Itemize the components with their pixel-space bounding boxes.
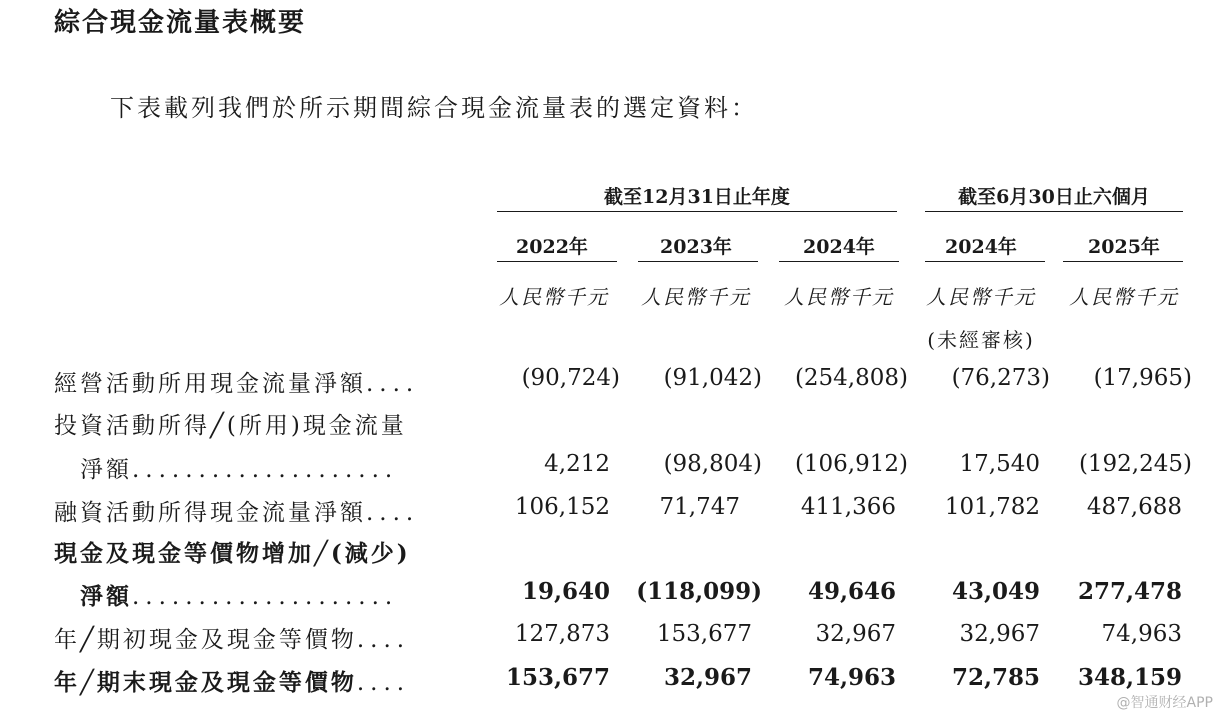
- row-label-text: 年╱期初現金及現金等價物: [54, 627, 357, 653]
- row-label-text: 淨額: [80, 583, 132, 610]
- table-cell: 32,967: [663, 664, 752, 691]
- unit-label-3: 人民幣千元: [784, 285, 894, 309]
- unit-label-4: 人民幣千元: [926, 285, 1036, 309]
- group-header-annual: 截至12月31日止年度: [604, 186, 790, 208]
- table-cell: (90,724): [521, 365, 620, 391]
- table-cell: (106,912): [794, 451, 908, 477]
- year-header-3: 2024年: [803, 236, 875, 258]
- row-label-net-change: 現金及現金等價物增加╱(減少): [54, 540, 411, 567]
- table-cell: 74,963: [807, 664, 896, 691]
- table-cell: 277,478: [1077, 578, 1182, 605]
- watermark: @智通财经APP: [1116, 695, 1213, 711]
- intro-paragraph: 下表載列我們於所示期間綜合現金流量表的選定資料：: [110, 94, 758, 122]
- table-cell: (17,965): [1093, 365, 1192, 391]
- table-cell: (118,099): [636, 578, 762, 605]
- row-label-text: 融資活動所得現金流量淨額: [54, 500, 366, 526]
- dot-leader: ....: [366, 500, 420, 526]
- group-line-annual: [497, 211, 897, 212]
- table-cell: 74,963: [1101, 621, 1182, 647]
- table-cell: 4,212: [544, 451, 610, 477]
- year-header-1: 2022年: [516, 236, 588, 258]
- table-cell: (254,808): [794, 365, 908, 391]
- year-line-1: [497, 261, 617, 262]
- unit-label-1: 人民幣千元: [499, 285, 609, 309]
- table-cell: 49,646: [807, 578, 896, 605]
- year-line-4: [925, 261, 1045, 262]
- table-cell: 72,785: [951, 664, 1040, 691]
- row-label-financing: [54, 494, 419, 527]
- table-cell: 71,747: [659, 494, 740, 520]
- table-cell: 43,049: [951, 578, 1040, 605]
- table-cell: 411,366: [800, 494, 896, 520]
- table-cell: 127,873: [514, 621, 610, 647]
- table-cell: 348,159: [1077, 664, 1182, 691]
- year-header-4: 2024年: [945, 236, 1017, 258]
- table-cell: (76,273): [951, 365, 1050, 391]
- row-label-investing-cont: [80, 451, 398, 484]
- table-cell: 17,540: [959, 451, 1040, 477]
- row-label-investing: 投資活動所得╱(所用)現金流量: [54, 413, 407, 439]
- table-cell: 101,782: [944, 494, 1040, 520]
- row-label-text: 淨額: [80, 457, 132, 483]
- dot-leader: ....: [366, 371, 420, 397]
- row-label-operating: [54, 365, 419, 398]
- section-heading: 綜合現金流量表概要: [54, 8, 307, 38]
- dot-leader: ....: [356, 627, 411, 653]
- table-cell: 487,688: [1086, 494, 1182, 520]
- year-header-5: 2025年: [1088, 236, 1160, 258]
- row-label-net-change-cont: [80, 578, 398, 611]
- table-cell: 32,967: [959, 621, 1040, 647]
- table-cell: (98,804): [663, 451, 762, 477]
- dot-leader: ....................: [132, 584, 399, 610]
- dot-leader: ....: [356, 670, 411, 696]
- table-cell: 32,967: [815, 621, 896, 647]
- row-label-opening-cash: [54, 621, 410, 654]
- year-line-3: [779, 261, 899, 262]
- row-label-text: 年╱期末現金及現金等價物: [54, 669, 357, 696]
- group-line-half-year: [925, 211, 1183, 212]
- row-label-text: 經營活動所用現金流量淨額: [54, 371, 366, 397]
- dot-leader: ....................: [132, 457, 399, 483]
- table-cell: 106,152: [514, 494, 610, 520]
- table-cell: 19,640: [521, 578, 610, 605]
- unit-label-2: 人民幣千元: [641, 285, 751, 309]
- year-line-5: [1063, 261, 1183, 262]
- year-line-2: [638, 261, 758, 262]
- unit-label-5: 人民幣千元: [1069, 285, 1179, 309]
- table-cell: (91,042): [663, 365, 762, 391]
- table-cell: 153,677: [656, 621, 752, 647]
- year-header-2: 2023年: [660, 236, 732, 258]
- unaudited-note: (未經審核): [927, 328, 1035, 352]
- group-header-half-year: 截至6月30日止六個月: [958, 186, 1150, 208]
- table-cell: 153,677: [505, 664, 610, 691]
- table-cell: (192,245): [1078, 451, 1192, 477]
- row-label-closing-cash: [54, 664, 410, 697]
